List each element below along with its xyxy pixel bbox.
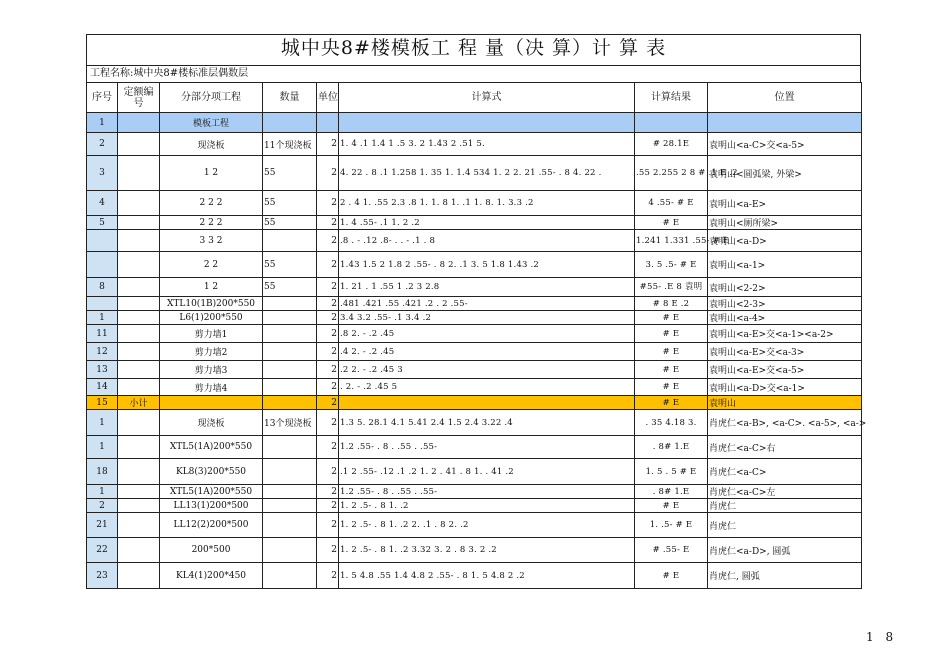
row-quota: 小计 [118, 396, 160, 410]
row-quota [118, 311, 160, 325]
row-result: # 8 E .2 [635, 297, 708, 311]
row-calc: 1. 5 4.8 .55 1.4 4.8 2 .55- . 8 1. 5 4.8 2 .2 [339, 563, 635, 589]
row-qty: 11个现浇板 [263, 133, 317, 156]
row-result: #55- .E 8 袁明 [635, 278, 708, 297]
row-position: 袁明山<2-2> [708, 278, 862, 297]
row-seq: 21 [87, 513, 118, 538]
row-seq: 1 [87, 436, 118, 459]
row-position: 袁明山<圆弧梁, 外梁> [708, 156, 862, 191]
row-seq: 18 [87, 459, 118, 485]
row-item: 1 2 [160, 156, 263, 191]
row-seq: 1 [87, 113, 118, 133]
row-calc [339, 113, 635, 133]
row-item: 剪力墙2 [160, 343, 263, 361]
row-calc: 1.2 .55- . 8 . .55 . .55- [339, 436, 635, 459]
row-position: 肖虎仁<a-C>左 [708, 485, 862, 499]
row-position: 肖虎仁, 圆弧 [708, 563, 862, 589]
row-result: # E [635, 325, 708, 343]
row-position: 肖虎仁<a-B>, <a-C>. <a-5>, <a-> [708, 410, 862, 436]
row-calc: . 2. - .2 .45 5 [339, 379, 635, 396]
row-unit: 2 [317, 396, 339, 410]
row-item: XTL10(1B)200*550 [160, 297, 263, 311]
row-qty [263, 513, 317, 538]
table-row [87, 133, 862, 156]
table-row [87, 156, 862, 191]
row-result: . 8# 1.E [635, 436, 708, 459]
row-seq [87, 297, 118, 311]
table-row [87, 230, 862, 252]
row-quota [118, 113, 160, 133]
row-position: 肖虎仁 [708, 499, 862, 513]
row-item: XTL5(1A)200*550 [160, 485, 263, 499]
row-position: 袁明山<a-E> [708, 191, 862, 216]
row-calc: .2 2. - .2 .45 3 [339, 361, 635, 379]
row-position: 袁明山<a-4> [708, 311, 862, 325]
row-qty: 13个现浇板 [263, 410, 317, 436]
row-item: 剪力墙3 [160, 361, 263, 379]
row-seq: 2 [87, 499, 118, 513]
row-calc: 2 . 4 1. .55 2.3 .8 1. 1. 8 1. .1 1. 8. 1. 3.3 .2 [339, 191, 635, 216]
row-result: # E [635, 499, 708, 513]
row-unit: 2 [317, 133, 339, 156]
row-qty [263, 396, 317, 410]
row-unit: 2 [317, 343, 339, 361]
row-item: LL12(2)200*500 [160, 513, 263, 538]
row-seq: 2 [87, 133, 118, 156]
table-row [87, 343, 862, 361]
row-unit: 2 [317, 499, 339, 513]
row-qty: 55 [263, 252, 317, 278]
row-result: # E [635, 216, 708, 230]
table-row [87, 297, 862, 311]
row-calc: .481 .421 .55 .421 .2 . 2 .55- [339, 297, 635, 311]
table-row [87, 216, 862, 230]
table-row [87, 379, 862, 396]
row-result: # E [635, 311, 708, 325]
row-quota [118, 297, 160, 311]
row-result: . 35 4.18 3. [635, 410, 708, 436]
row-item: L6(1)200*550 [160, 311, 263, 325]
row-calc: 1.2 .55- . 8 . .55 . .55- [339, 485, 635, 499]
row-quota [118, 410, 160, 436]
row-quota [118, 252, 160, 278]
row-position: 袁明山<厕所梁> [708, 216, 862, 230]
row-unit: 2 [317, 325, 339, 343]
table-row [87, 396, 862, 410]
row-qty [263, 499, 317, 513]
header-unit: 单位 [317, 83, 339, 113]
row-qty [263, 297, 317, 311]
row-quota [118, 361, 160, 379]
row-item: 2 2 2 [160, 191, 263, 216]
project-name: 工程名称:城中央8#楼标准层偶数层 [86, 65, 861, 82]
row-position: 袁明山<a-D> [708, 230, 862, 252]
table-row [87, 361, 862, 379]
row-seq: 22 [87, 538, 118, 563]
row-result: 4 .55- # E [635, 191, 708, 216]
row-item: XTL5(1A)200*550 [160, 436, 263, 459]
row-unit: 2 [317, 191, 339, 216]
row-qty [263, 459, 317, 485]
sheet-title: 城中央8#楼模板工 程 量（决 算）计 算 表 [86, 34, 861, 65]
row-quota [118, 436, 160, 459]
row-qty [263, 563, 317, 589]
row-seq: 15 [87, 396, 118, 410]
row-item: KL4(1)200*450 [160, 563, 263, 589]
row-unit: 2 [317, 156, 339, 191]
table-row [87, 436, 862, 459]
row-quota [118, 343, 160, 361]
row-unit: 2 [317, 563, 339, 589]
row-seq: 8 [87, 278, 118, 297]
header-result: 计算结果 [635, 83, 708, 113]
quantity-table [86, 82, 867, 589]
row-calc: 1. 2 .5- . 8 1. .2 2. .1 . 8 2. .2 [339, 513, 635, 538]
row-calc: 4. 22 . 8 .1 1.258 1. 35 1. 1.4 534 1. 2 2. 21 .55- . 8 4. 22 . [339, 156, 635, 191]
header-seq: 序号 [87, 83, 118, 113]
row-item: KL8(3)200*550 [160, 459, 263, 485]
row-qty [263, 311, 317, 325]
row-result: # .55- E [635, 538, 708, 563]
row-qty [263, 361, 317, 379]
row-position: 袁明山<a-E>交<a-3> [708, 343, 862, 361]
row-unit: 2 [317, 410, 339, 436]
table-row [87, 113, 862, 133]
row-seq: 13 [87, 361, 118, 379]
row-seq [87, 252, 118, 278]
row-position: 袁明山 [708, 396, 862, 410]
row-calc: 3.4 3.2 .55- .1 3.4 .2 [339, 311, 635, 325]
row-unit: 2 [317, 436, 339, 459]
row-quota [118, 325, 160, 343]
row-quota [118, 230, 160, 252]
row-item: 1 2 [160, 278, 263, 297]
row-position: 袁明山<a-D>交<a-1> [708, 379, 862, 396]
row-item: 剪力墙4 [160, 379, 263, 396]
table-row [87, 191, 862, 216]
row-result: # E [635, 343, 708, 361]
page-number: 1 8 [866, 630, 898, 644]
row-seq: 1 [87, 485, 118, 499]
row-quota [118, 191, 160, 216]
row-qty: 55 [263, 216, 317, 230]
row-result: # E [635, 396, 708, 410]
row-seq: 5 [87, 216, 118, 230]
row-seq: 11 [87, 325, 118, 343]
row-item: 模板工程 [160, 113, 263, 133]
header-position: 位置 [708, 83, 862, 113]
row-unit: 2 [317, 230, 339, 252]
table-header [87, 83, 862, 113]
table-row [87, 459, 862, 485]
row-seq: 3 [87, 156, 118, 191]
row-calc: 1. 4 .1 1.4 1 .5 3. 2 1.43 2 .51 5. [339, 133, 635, 156]
row-position: 袁明山<a-E>交<a-5> [708, 361, 862, 379]
row-item [160, 396, 263, 410]
row-unit: 2 [317, 485, 339, 499]
row-seq: 4 [87, 191, 118, 216]
row-item: 2 2 [160, 252, 263, 278]
row-item: 现浇板 [160, 133, 263, 156]
row-position: 袁明山<a-E>交<a-1><a-2> [708, 325, 862, 343]
row-unit: 2 [317, 459, 339, 485]
table-row [87, 485, 862, 499]
row-item: 2 2 2 [160, 216, 263, 230]
row-position: 肖虎仁<a-D>, 圆弧 [708, 538, 862, 563]
row-unit: 2 [317, 379, 339, 396]
row-calc: .4 2. - .2 .45 [339, 343, 635, 361]
row-quota [118, 513, 160, 538]
row-item: 200*500 [160, 538, 263, 563]
row-result [635, 113, 708, 133]
row-quota [118, 499, 160, 513]
row-unit: 2 [317, 297, 339, 311]
row-position [708, 113, 862, 133]
row-unit [317, 113, 339, 133]
row-calc [339, 396, 635, 410]
row-calc: .8 . - .12 .8- . . - .1 . 8 [339, 230, 635, 252]
row-quota [118, 216, 160, 230]
row-position: 袁明山<2-3> [708, 297, 862, 311]
row-unit: 2 [317, 216, 339, 230]
table-row [87, 252, 862, 278]
row-result: 1. .5- # E [635, 513, 708, 538]
row-position: 肖虎仁<a-C> [708, 459, 862, 485]
row-result: 1. 5 . 5 # E [635, 459, 708, 485]
row-qty [263, 113, 317, 133]
table-row [87, 410, 862, 436]
row-calc: 1.3 5. 28.1 4.1 5.41 2.4 1.5 2.4 3.22 .4 [339, 410, 635, 436]
row-quota [118, 485, 160, 499]
row-unit: 2 [317, 513, 339, 538]
row-seq: 23 [87, 563, 118, 589]
row-unit: 2 [317, 538, 339, 563]
row-unit: 2 [317, 311, 339, 325]
row-calc: 1. 2 .5- . 8 1. .2 [339, 499, 635, 513]
row-item: LL13(1)200*500 [160, 499, 263, 513]
table-row [87, 325, 862, 343]
table-row [87, 311, 862, 325]
row-seq [87, 230, 118, 252]
table-row [87, 278, 862, 297]
row-item: 3 3 2 [160, 230, 263, 252]
row-position: 肖虎仁 [708, 513, 862, 538]
row-position: 袁明山<a-C>交<a-5> [708, 133, 862, 156]
row-qty: 55 [263, 156, 317, 191]
row-seq: 14 [87, 379, 118, 396]
row-item: 剪力墙1 [160, 325, 263, 343]
row-qty: 55 [263, 278, 317, 297]
row-calc: 1. 2 .5- . 8 1. .2 3.32 3. 2 . 8 3. 2 .2 [339, 538, 635, 563]
header-quota: 定额编号 [118, 83, 160, 113]
row-position: 袁明山<a-1> [708, 252, 862, 278]
row-result: .55 2.255 2 8 # .1 E .2 [635, 156, 708, 191]
row-result: # 28.1E [635, 133, 708, 156]
header-item: 分部分项工程 [160, 83, 263, 113]
row-quota [118, 278, 160, 297]
row-qty: 55 [263, 191, 317, 216]
row-unit: 2 [317, 252, 339, 278]
header-calc: 计算式 [339, 83, 635, 113]
row-unit: 2 [317, 278, 339, 297]
table-row [87, 513, 862, 538]
row-result: # E [635, 361, 708, 379]
row-position: 肖虎仁<a-C>右 [708, 436, 862, 459]
row-qty [263, 538, 317, 563]
row-calc: .1 2 .55- .12 .1 .2 1. 2 . 41 . 8 1. . 41 .2 [339, 459, 635, 485]
row-seq: 12 [87, 343, 118, 361]
row-result: 1.241 1.331 .55- # E [635, 230, 708, 252]
row-calc: 1. 4 .55- .1 1. 2 .2 [339, 216, 635, 230]
row-quota [118, 459, 160, 485]
table-row [87, 538, 862, 563]
row-qty [263, 230, 317, 252]
header-qty: 数量 [263, 83, 317, 113]
row-calc: 1.43 1.5 2 1.8 2 .55- . 8 2. .1 3. 5 1.8 1.43 .2 [339, 252, 635, 278]
row-unit: 2 [317, 361, 339, 379]
row-seq: 1 [87, 311, 118, 325]
row-qty [263, 325, 317, 343]
row-result: 3. 5 .5- # E [635, 252, 708, 278]
row-result: . 8# 1.E [635, 485, 708, 499]
row-qty [263, 379, 317, 396]
row-result: # E [635, 563, 708, 589]
row-quota [118, 563, 160, 589]
row-quota [118, 156, 160, 191]
row-calc: 1. 21 . 1 .55 1 .2 3 2.8 [339, 278, 635, 297]
row-calc: .8 2. - .2 .45 [339, 325, 635, 343]
row-qty [263, 343, 317, 361]
row-quota [118, 133, 160, 156]
row-quota [118, 538, 160, 563]
row-item: 现浇板 [160, 410, 263, 436]
table-row [87, 563, 862, 589]
row-quota [118, 379, 160, 396]
row-qty [263, 436, 317, 459]
row-result: # E [635, 379, 708, 396]
table-row [87, 499, 862, 513]
row-seq: 1 [87, 410, 118, 436]
row-qty [263, 485, 317, 499]
